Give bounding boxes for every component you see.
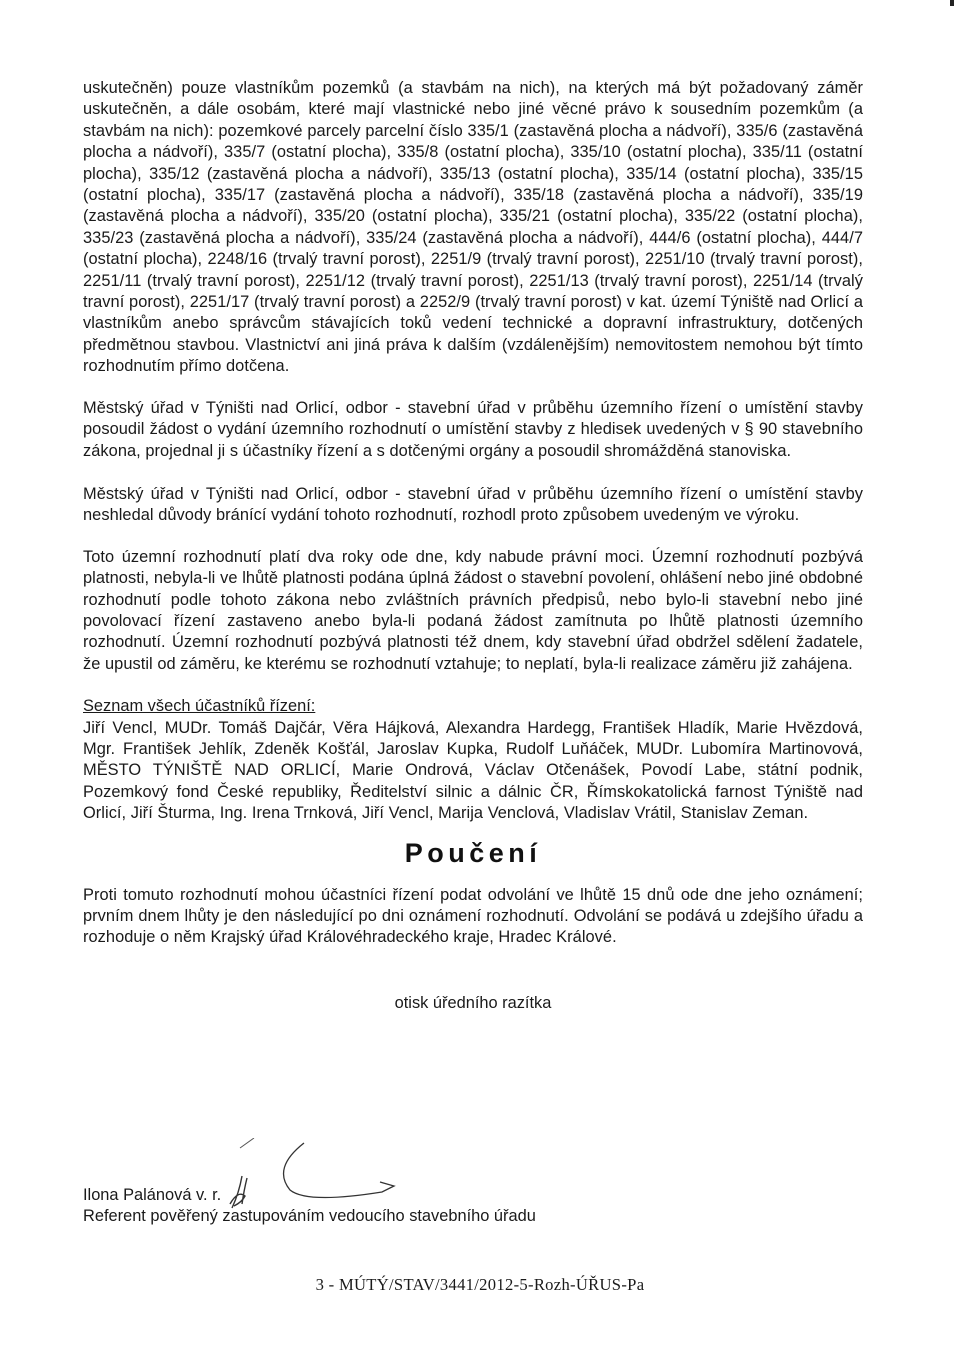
paragraph-validity: Toto územní rozhodnutí platí dva roky ode dne, kdy nabude právní moci. Územní rozhodnutí pozbývá platnosti, nebyla-li ve lhůtě platnosti podána úplná žádost o stavební povolení, ohlášení nebo jiné obdobné rozhodnutí podle tohoto zákona nebo zvláštních právních předpisů, nebo bylo-li stavební nebo jiné povolovací řízení zastaveno anebo byla-li podaná žádost zamítnuta po lhůtě platnosti územního rozhodnutí. Územní rozhodnutí pozbývá platnosti též dnem, kdy stavební úřad obdržel sdělení žadatele, že upustil od záměru, ke kterému se rozhodnutí vztahuje; to neplatí, byla-li realizace záměru již zahájena. bbox=[83, 547, 863, 673]
signature-block bbox=[83, 1185, 783, 1228]
participants-heading: Seznam všech účastníků řízení: bbox=[83, 697, 316, 716]
document-reference-footer: 3 - MÚTÝ/STAV/3441/2012-5-Rozh-ÚŘUS-Pa bbox=[315, 1275, 645, 1294]
paragraph-decision: Městský úřad v Týništi nad Orlicí, odbor - stavební úřad v průběhu územního řízení o umístění stavby neshledal důvody bránící vydání tohoto rozhodnutí, rozhodl proto způsobem uvedeným ve výroku. bbox=[83, 484, 863, 525]
scan-corner-mark bbox=[950, 0, 954, 6]
paragraph-assessment: Městský úřad v Týništi nad Orlicí, odbor - stavební úřad v průběhu územního řízení o umístění stavby posoudil žádost o vydání územního rozhodnutí o umístění stavby z hledisek uvedených v § 90 stavebního zákona, projednal ji s účastníky řízení a s dotčenými orgány a posoudil shromážděná stanoviska. bbox=[83, 398, 863, 460]
document-body bbox=[83, 78, 863, 1014]
instruction-text: Proti tomuto rozhodnutí mohou účastníci řízení podat odvolání ve lhůtě 15 dnů ode dne jeho oznámení; prvním dnem lhůty je den následující po dni oznámení rozhodnutí. Odvolání se podává u zdejšího úřadu a rozhoduje o něm Krajský úřad Královéhradeckého kraje, Hradec Králové. bbox=[83, 885, 863, 947]
participants-list: Jiří Vencl, MUDr. Tomáš Dajčár, Věra Hájková, Alexandra Hardegg, František Hladík, Marie Hvězdová, Mgr. František Jehlík, Zdeněk Košťál, Jaroslav Kupka, Rudolf Luňáček, MUDr. Lubomíra Martinovová, MĚSTO TÝNIŠTĚ NAD ORLICÍ, Marie Ondrová, Václav Otčenášek, Povodí Labe, státní podnik, Pozemkový fond České republiky, Ředitelství silnic a dálnic ČR, Římskokatolická farnost Týniště nad Orlicí, Jiří Šturma, Ing. Irena Trnková, Jiří Vencl, Marija Venclová, Vladislav Vrátil, Stanislav Zeman. bbox=[83, 718, 863, 823]
signatory-name: Ilona Palánová v. r. bbox=[83, 1186, 222, 1204]
paragraph-affected-parties: uskutečněn) pouze vlastníkům pozemků (a stavbám na nich), na kterých má být požadovaný záměr uskutečněn, a dále osobám, které mají vlastnické nebo jiné věcné právo k sousedním pozemkům (a stavbám na nich): pozemkové parcely parcelní číslo 335/1 (zastavěná plocha a nádvoří), 335/6 (zastavěná plocha a nádvoří), 335/7 (ostatní plocha), 335/8 (ostatní plocha), 335/10 (ostatní plocha), 335/11 (ostatní plocha), 335/12 (zastavěná plocha a nádvoří), 335/13 (ostatní plocha), 335/14 (ostatní plocha), 335/15 (ostatní plocha), 335/17 (zastavěná plocha a nádvoří), 335/18 (zastavěná plocha a nádvoří), 335/19 (zastavěná plocha a nádvoří), 335/20 (ostatní plocha), 335/21 (ostatní plocha), 335/22 (ostatní plocha), 335/23 (zastavěná plocha a nádvoří), 335/24 (zastavěná plocha a nádvoří), 444/6 (ostatní plocha), 444/7 (ostatní plocha), 2248/16 (trvalý travní porost), 2251/9 (trvalý travní porost), 2251/10 (trvalý travní porost), 2251/11 (trvalý travní porost), 2251/12 (trvalý travní porost), 2251/13 (trvalý travní porost), 2251/14 (trvalý travní porost), 2251/17 (trvalý travní porost) a 2252/9 (trvalý travní porost) v kat. území Týniště nad Orlicí a vlastníkům anebo správcům stávajících toků vedení technické a dopravní infrastruktury, dotčených předmětnou stavbou. Vlastnictví ani jiná práva k dalším (vzdálenějším) nemovitostem nemohou být tímto rozhodnutím přímo dotčena. bbox=[83, 79, 863, 376]
signatory-role: Referent pověřený zastupováním vedoucího stavebního úřadu bbox=[83, 1207, 536, 1226]
instruction-title: Poučení bbox=[404, 837, 542, 868]
official-stamp-note: otisk úředního razítka bbox=[394, 993, 552, 1012]
